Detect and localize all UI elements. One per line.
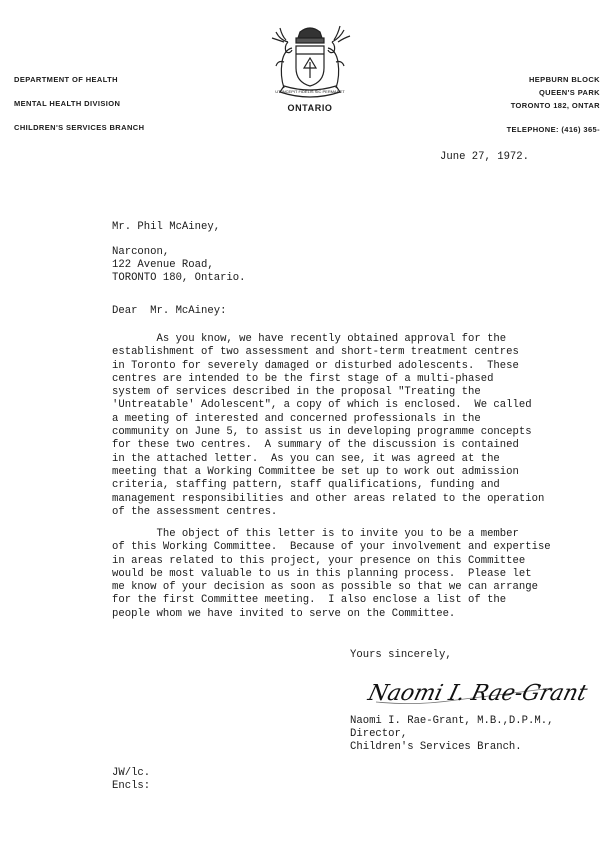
recipient-street: 122 Avenue Road,	[112, 259, 214, 271]
enclosures: Encls:	[112, 780, 151, 792]
body-line: centres are intended to be the first stage of a multi-phased	[112, 372, 494, 385]
body-line: community on June 5, to assist us in developing programme concepts	[112, 426, 532, 439]
body-line: in areas related to this project, your presence on this Committee	[112, 554, 526, 567]
body-line: for the first Committee meeting. I also enclose a list of the	[112, 594, 507, 607]
province-name: ONTARIO	[287, 103, 333, 113]
recipient-org: Narconon,	[112, 246, 170, 258]
recipient-name: Mr. Phil McAiney,	[112, 221, 221, 233]
body-line: of the assessment centres.	[112, 505, 278, 518]
body-line: establishment of two assessment and short-term treatment centres	[112, 346, 519, 359]
letter-date: June 27, 1972.	[440, 151, 530, 163]
body-line: in Toronto for severely damaged or disturbed adolescents. These	[112, 359, 519, 372]
ontario-coat-of-arms-icon	[262, 18, 358, 102]
body-line: The object of this letter is to invite you to be a member	[112, 528, 519, 540]
recipient-city: TORONTO 180, Ontario.	[112, 272, 246, 284]
body-line: of this Working Committee. Because of your involvement and expertise	[112, 541, 551, 554]
address-line-2: QUEEN'S PARK	[538, 88, 600, 97]
body-paragraph-2	[112, 528, 552, 621]
body-line: me know of your decision as soon as possible so that we can arrange	[112, 581, 538, 594]
department-name: DEPARTMENT OF HEALTH	[14, 75, 118, 84]
telephone: TELEPHONE: (416) 365-	[506, 125, 600, 134]
body-line: people whom we have invited to serve on the Committee.	[112, 607, 456, 620]
body-line: would be most valuable to us in this planning process. Please let	[112, 567, 532, 580]
body-line: As you know, we have recently obtained approval for the	[112, 333, 507, 345]
signer-name: Naomi I. Rae-Grant, M.B.,D.P.M.,	[350, 715, 554, 727]
reference-initials: JW/lc.	[112, 767, 151, 779]
closing: Yours sincerely,	[350, 649, 452, 661]
address-line-1: HEPBURN BLOCK	[528, 75, 600, 84]
body-line: management responsibilities and other areas related to the operation	[112, 492, 545, 505]
body-line: for these two centres. A summary of the discussion is contained	[112, 439, 519, 452]
signer-title: Director,	[350, 728, 408, 740]
division-name: MENTAL HEALTH DIVISION	[14, 99, 121, 108]
body-line: a meeting of interested and concerned professionals in the	[112, 412, 481, 425]
branch-name: CHILDREN'S SERVICES BRANCH	[14, 123, 145, 132]
body-line: 'Untreatable' Adolescent", a copy of which is enclosed. We called	[112, 399, 532, 412]
svg-text:UT INCEPIT FIDELIS SIC PERMANE: UT INCEPIT FIDELIS SIC PERMANET	[275, 89, 345, 94]
handwritten-signature	[365, 672, 590, 712]
body-line: criteria, staffing pattern, staff qualifications, funding and	[112, 479, 500, 492]
body-paragraph-1	[112, 333, 552, 519]
body-line: in the attached letter. As you can see, it was agreed at the	[112, 452, 500, 465]
signature-text: Naomi I. Rae-Grant	[365, 680, 590, 706]
signer-branch: Children's Services Branch.	[350, 741, 522, 753]
body-line: system of services described in the proposal "Treating the	[112, 386, 481, 399]
body-line: meeting that a Working Committee be set up to work out admission	[112, 465, 519, 478]
address-line-3: TORONTO 182, ONTAR	[510, 101, 600, 110]
salutation: Dear Mr. McAiney:	[112, 305, 227, 317]
